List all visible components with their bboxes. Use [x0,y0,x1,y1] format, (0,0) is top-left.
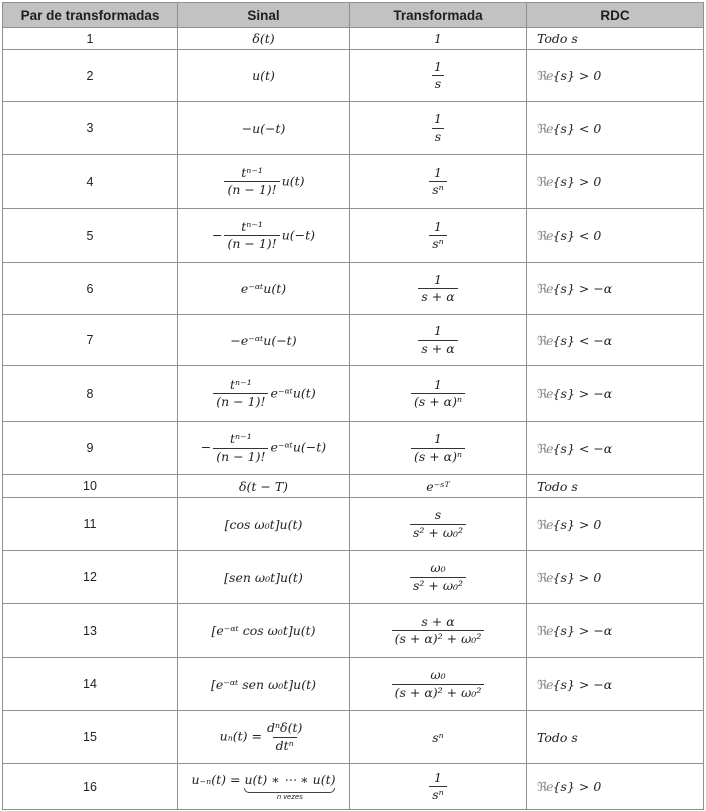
signal: δ(t) [178,28,350,50]
signal: u(t) [178,50,350,102]
real-part-symbol: ℜℯ [537,281,553,296]
transform-denominator: (s + α)ⁿ [411,393,465,409]
roc [527,209,704,263]
pair-number: 11 [3,498,178,551]
transform-denominator: s² + ω₀² [410,577,466,593]
real-part-symbol: ℜℯ [537,174,553,189]
transform [350,50,527,102]
transform-numerator: ω₀ [430,667,446,683]
signal-lhs: u₋ₙ(t) = [191,771,241,787]
real-part-symbol: ℜℯ [537,516,553,532]
roc [527,366,704,422]
roc-condition: {s} > 0 [552,569,602,585]
roc-condition: {s} > 0 [552,68,602,83]
table-row [3,498,704,551]
signal-denominator: (n − 1)! [224,235,279,251]
signal-denominator: (n − 1)! [224,181,279,197]
table-row [3,422,704,475]
transform [350,422,527,475]
real-part-symbol: ℜℯ [537,386,553,401]
signal-numerator: tⁿ⁻¹ [230,376,252,392]
pair-number: 9 [3,422,178,475]
pair-number: 13 [3,604,178,658]
signal-numerator: dⁿδ(t) [266,720,303,736]
table-row [3,475,704,498]
transform-denominator: sⁿ [429,181,446,197]
roc [527,498,704,551]
pair-number: 4 [3,155,178,209]
table-row [3,263,704,315]
transform-denominator: s [432,75,444,91]
roc [527,604,704,658]
roc [527,658,704,711]
signal: [cos ω₀t]u(t) [178,498,350,551]
roc-text: Todo s [537,478,578,494]
transform-denominator: (s + α)ⁿ [411,448,465,464]
signal [178,764,350,810]
header-rdc: RDC [527,3,704,28]
signal: e⁻ᵅᵗu(t) [178,263,350,315]
transform-numerator: 1 [434,769,442,785]
roc [527,315,704,366]
roc-condition: {s} > −α [552,623,613,638]
table-row [3,658,704,711]
transform-denominator: s [432,128,444,144]
roc-condition: {s} > −α [552,386,613,401]
pair-number: 5 [3,209,178,263]
real-part-symbol: ℜℯ [537,332,553,348]
transform-denominator: s² + ω₀² [410,524,466,540]
roc-text: Todo s [537,31,578,46]
transform-denominator: s + α [418,288,457,304]
signal: [sen ω₀t]u(t) [178,551,350,604]
pair-number: 16 [3,764,178,810]
real-part-symbol: ℜℯ [537,569,553,585]
roc-text: Todo s [537,729,578,745]
transform-denominator: sⁿ [429,786,446,802]
signal [178,711,350,764]
table-row [3,551,704,604]
header-transformada: Transformada [350,3,527,28]
roc-condition: {s} < −α [552,332,613,348]
transform-numerator: 1 [434,58,442,74]
table-row [3,366,704,422]
transform [350,209,527,263]
transform [350,263,527,315]
roc-condition: {s} > 0 [552,516,602,532]
table-row [3,604,704,658]
roc-condition: {s} < 0 [552,228,602,243]
real-part-symbol: ℜℯ [537,779,553,794]
transform-numerator: 1 [434,164,442,180]
signal [178,366,350,422]
transform-numerator: s [434,507,442,523]
pair-number: 7 [3,315,178,366]
transform [350,498,527,551]
table-row [3,50,704,102]
table-row [3,28,704,50]
roc [527,764,704,810]
signal: −e⁻ᵅᵗu(−t) [178,315,350,366]
signal-denominator: (n − 1)! [213,448,268,464]
signal [178,209,350,263]
transform: sⁿ [350,711,527,764]
transform: 1 [350,28,527,50]
transform: e⁻ˢᵀ [350,475,527,498]
roc-condition: {s} > 0 [552,174,602,189]
header-sinal: Sinal [178,3,350,28]
real-part-symbol: ℜℯ [537,676,553,692]
signal-factor: e⁻ᵅᵗu(−t) [270,439,327,455]
header-par: Par de transformadas [3,3,178,28]
table-row [3,155,704,209]
signal-factor: u(t) [281,173,305,188]
header-row [3,3,704,28]
brace-label: n vezes [277,791,303,801]
signal-sign: − [200,439,212,455]
real-part-symbol: ℜℯ [537,440,553,456]
signal-factor: u(−t) [281,227,315,242]
signal-numerator: tⁿ⁻¹ [241,164,263,180]
signal: δ(t − T) [178,475,350,498]
roc-condition: {s} < −α [552,440,613,456]
transform-denominator: s + α [418,340,457,356]
table-row [3,711,704,764]
roc [527,711,704,764]
roc-condition: {s} < 0 [552,120,602,136]
transform [350,658,527,711]
transform-numerator: s + α [421,613,455,629]
table-row [3,209,704,263]
transform [350,604,527,658]
transform-numerator: 1 [434,111,442,127]
signal-numerator: tⁿ⁻¹ [241,218,263,234]
table-row [3,102,704,155]
pair-number: 8 [3,366,178,422]
roc [527,50,704,102]
pair-number: 1 [3,28,178,50]
pair-number: 15 [3,711,178,764]
pair-number: 12 [3,551,178,604]
laplace-transform-table [2,2,704,810]
signal-denominator: (n − 1)! [213,393,268,409]
roc-condition: {s} > −α [552,676,613,692]
transform [350,155,527,209]
transform-numerator: 1 [434,323,442,339]
real-part-symbol: ℜℯ [537,228,553,243]
signal [178,422,350,475]
real-part-symbol: ℜℯ [537,68,553,83]
roc [527,422,704,475]
pair-number: 2 [3,50,178,102]
transform-numerator: 1 [434,431,442,447]
roc [527,263,704,315]
transform [350,366,527,422]
transform-denominator: (s + α)² + ω₀² [392,630,485,646]
transform-denominator: sⁿ [429,235,446,251]
roc [527,475,704,498]
transform-numerator: 1 [434,271,442,287]
roc-condition: {s} > −α [552,281,613,296]
convolution-expression: u(t) ∗ ⋯ ∗ u(t) [244,771,336,787]
transform [350,764,527,810]
signal: [e⁻ᵅᵗ cos ω₀t]u(t) [178,604,350,658]
transform-numerator: ω₀ [430,560,446,576]
roc [527,28,704,50]
real-part-symbol: ℜℯ [537,120,553,136]
signal: [e⁻ᵅᵗ sen ω₀t]u(t) [178,658,350,711]
pair-number: 6 [3,263,178,315]
pair-number: 14 [3,658,178,711]
roc [527,551,704,604]
transform [350,551,527,604]
transform-denominator: (s + α)² + ω₀² [392,684,485,700]
roc [527,102,704,155]
real-part-symbol: ℜℯ [537,623,553,638]
signal-lhs: uₙ(t) = [219,728,262,744]
pair-number: 3 [3,102,178,155]
signal-denominator: dtⁿ [273,737,297,753]
transform-numerator: 1 [434,376,442,392]
pair-number: 10 [3,475,178,498]
table-row [3,315,704,366]
roc-condition: {s} > 0 [552,779,602,794]
signal-factor: e⁻ᵅᵗu(t) [270,385,316,400]
roc [527,155,704,209]
signal-sign: − [212,227,223,242]
signal [178,155,350,209]
transform-numerator: 1 [434,218,442,234]
underbrace [244,772,335,801]
table-row [3,764,704,810]
transform [350,315,527,366]
signal-numerator: tⁿ⁻¹ [230,431,252,447]
signal: −u(−t) [178,102,350,155]
transform [350,102,527,155]
